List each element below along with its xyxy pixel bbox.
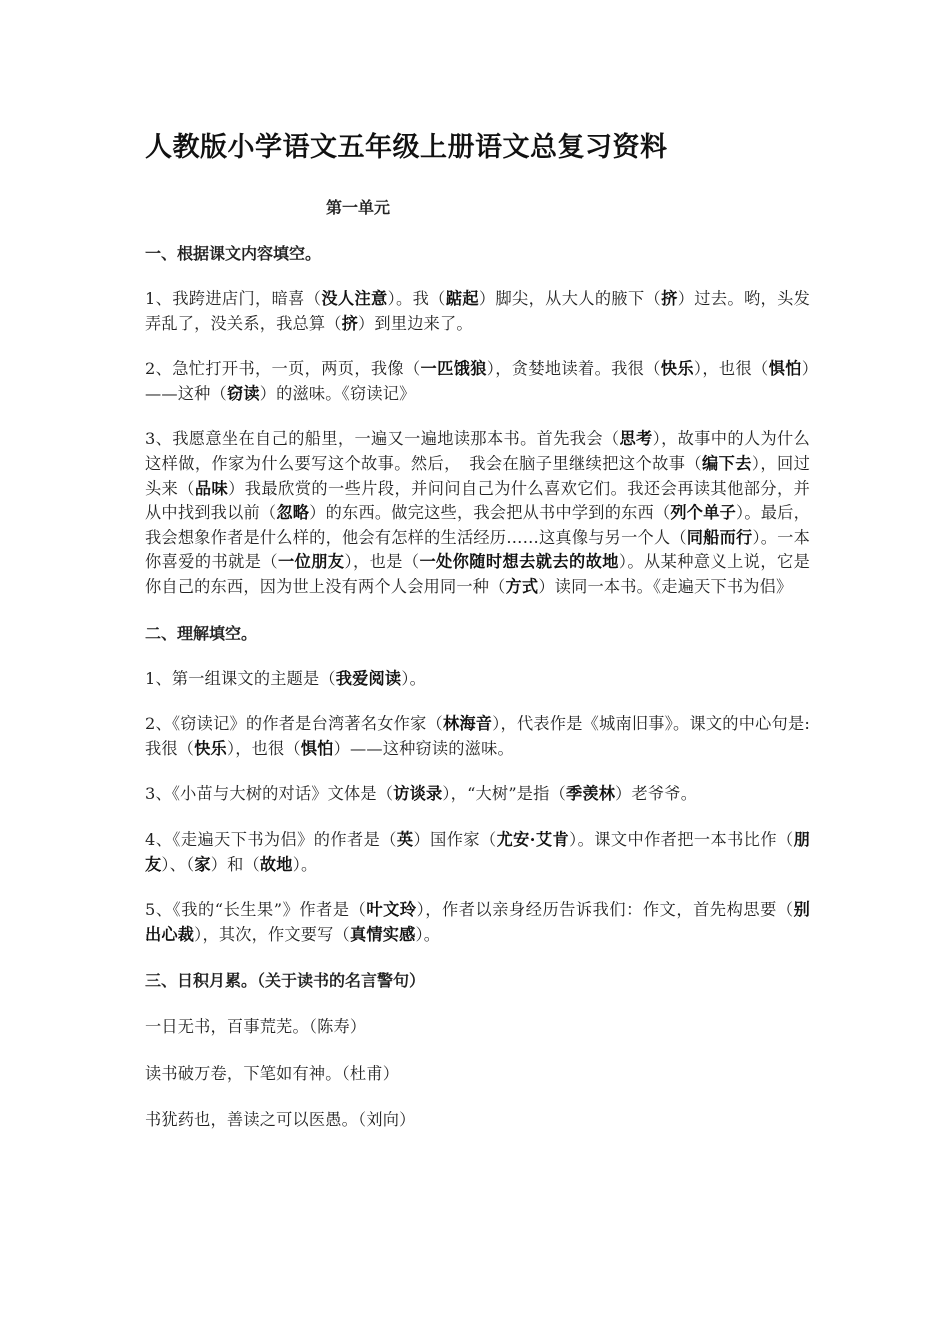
answer-text: 一位朋友: [277, 552, 345, 572]
answer-text: 季羡林: [565, 784, 616, 804]
exercise-paragraph: 3、我愿意坐在自己的船里，一遍又一遍地读那本书。首先我会（思考），故事中的人为什么这样做，作家为什么要写这个故事。然后， 我会在脑子里继续把这个故事（编下去），回过头来（品味）我最欣赏的一些片段，并问问自己为什么喜欢它们。我还会再读其他部分，并从中找到我以前（忽略）的东西。做完这些，我会把从书中学到的东西（列个单子）。最后，我会想象作者是什么样的，他会有怎样的生活经历……这真像与另一个人（同船而行）。一本你喜爱的书就是（一位朋友），也是（一处你随时想去就去的故地）。从某种意义上说，它是你自己的东西，因为世上没有两个人会用同一种（方式）读同一本书。《走遍天下书为侣》: [145, 429, 811, 596]
answer-text: 我爱阅读: [335, 668, 402, 688]
answer-text: 尤安·艾肯: [496, 829, 570, 849]
answer-text: 快乐: [194, 738, 227, 758]
quote-line: 书犹药也，善读之可以医愚。（刘向）: [145, 1110, 416, 1130]
exercise-paragraph: 4、《走遍天下书为侣》的作者是（英）国作家（尤安·艾肯）。课文中作者把一本书比作（朋友）、（家）和（故地）。: [145, 829, 810, 874]
answer-text: 一处你随时想去就去的故地: [419, 552, 619, 572]
exercise-paragraph: 2、《窃读记》的作者是台湾著名女作家（林海音），代表作是《城南旧事》。课文的中心句是:我很（快乐），也很（惧怕）——这种窃读的滋味。: [145, 714, 811, 758]
answer-text: 列个单子: [670, 503, 737, 523]
answer-text: 叶文玲: [366, 900, 417, 920]
answer-text: 思考: [619, 429, 653, 449]
answer-text: 故地: [259, 854, 293, 874]
sections-container: [145, 242, 810, 1133]
answer-text: 踮起: [445, 289, 479, 308]
answer-text: 惧怕: [300, 738, 334, 758]
exercise-paragraph: 5、《我的“长生果”》作者是（叶文玲），作者以亲身经历告诉我们：作文，首先构思要（别出心裁），其次，作文要写（真情实感）。: [145, 900, 810, 944]
answer-text: 朋友: [145, 829, 810, 874]
answer-text: 忽略: [276, 503, 310, 523]
answer-text: 挤: [661, 289, 678, 308]
answer-text: 快乐: [660, 359, 694, 379]
quote-line: 读书破万卷，下笔如有神。（杜甫）: [145, 1063, 400, 1083]
exercise-paragraph: 3、《小苗与大树的对话》文体是（访谈录），“大树”是指（季羡林）老爷爷。: [145, 784, 698, 804]
section-heading: 三、日积月累。（关于读书的名言警句）: [145, 971, 426, 991]
exercise-paragraph: 1、第一组课文的主题是（我爱阅读）。: [145, 668, 427, 688]
exercise-paragraph: 2、急忙打开书，一页，两页，我像（一匹饿狼），贪婪地读着。我很（快乐），也很（惧怕）——这种（窃读）的滋味。《窃读记》: [145, 359, 811, 403]
answer-text: 别出心裁: [145, 900, 810, 944]
document-title: 人教版小学语文五年级上册语文总复习资料: [145, 132, 668, 163]
answer-text: 品味: [194, 478, 229, 498]
answer-text: 家: [194, 854, 211, 874]
answer-text: 一匹饿狼: [420, 359, 487, 379]
document-page: [145, 128, 810, 1133]
exercise-paragraph: 1、我跨进店门，暗喜（没人注意）。我（踮起）脚尖，从大人的腋下（挤）过去。哟，头发弄乱了，没关系，我总算（挤）到里边来了。: [145, 289, 811, 333]
answer-text: 方式: [505, 576, 539, 596]
answer-text: 真情实感: [349, 924, 416, 944]
answer-text: 林海音: [442, 714, 493, 734]
answer-text: 窃读: [226, 383, 260, 403]
answer-text: 编下去: [701, 453, 752, 473]
answer-text: 访谈录: [393, 784, 443, 804]
answer-text: 英: [396, 829, 414, 849]
answer-text: 同船而行: [686, 527, 753, 547]
section-heading: 一、根据课文内容填空。: [145, 244, 322, 263]
answer-text: 挤: [341, 313, 359, 333]
answer-text: 惧怕: [768, 359, 802, 379]
section-heading: 二、理解填空。: [145, 623, 258, 643]
unit-heading: 第一单元: [326, 198, 391, 217]
quote-line: 一日无书，百事荒芜。（陈寿）: [145, 1017, 367, 1037]
answer-text: 没人注意: [321, 289, 388, 308]
